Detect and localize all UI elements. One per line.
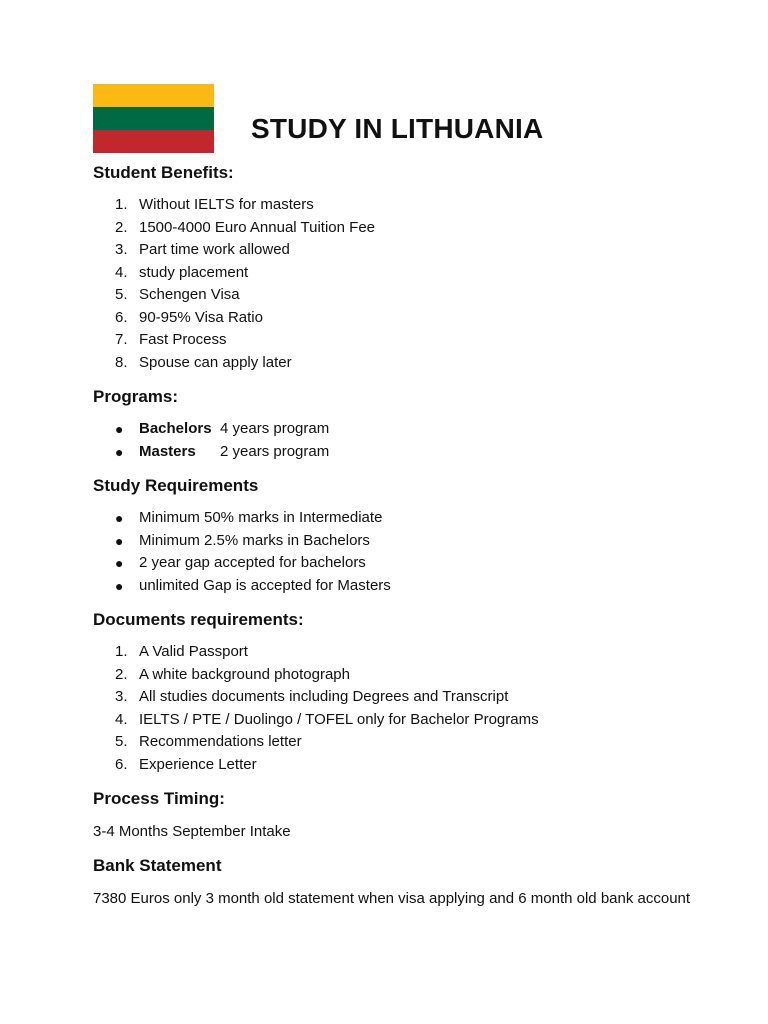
list-item: ● Minimum 2.5% marks in Bachelors [93,530,713,553]
bank-statement-text: 7380 Euros only 3 month old statement when visa applying and 6 month old bank account [93,890,691,907]
list-item: 1. A Valid Passport [115,643,248,660]
list-item: ● unlimited Gap is accepted for Masters [93,575,713,598]
list-item: 1. Without IELTS for masters [115,196,314,213]
bullet-icon: ● [115,555,124,571]
bullet-icon: ● [115,577,124,594]
list-item: 5. Recommendations letter [115,733,302,750]
document-title: STUDY IN LITHUANIA [251,113,544,144]
benefits-heading: Student Benefits: [93,163,234,182]
documents-list [93,641,713,776]
bullet-icon: ● [115,510,124,526]
bank-statement-heading: Bank Statement [93,856,222,875]
process-timing-text: 3-4 Months September Intake [93,823,291,840]
list-item: 7. Fast Process [115,331,227,348]
process-timing-heading: Process Timing: [93,789,225,808]
list-item: ● Masters 2 years program [93,441,713,464]
list-item: ● 2 year gap accepted for bachelors [93,552,713,575]
programs-list [93,418,713,463]
list-item: 4. study placement [115,263,249,281]
bullet-icon: ● [115,532,124,549]
list-item: 6. Experience Letter [115,755,257,773]
programs-heading: Programs: [93,387,179,406]
benefits-list [93,194,713,374]
list-item: 8. Spouse can apply later [115,353,292,371]
flag-stripe-green [93,107,214,130]
list-item: 2. A white background photograph [115,665,350,683]
list-item: 2. 1500-4000 Euro Annual Tuition Fee [115,218,376,236]
lithuania-flag [93,84,214,153]
list-item: 3. All studies documents including Degrees and Transcript [115,688,509,705]
flag-stripe-red [93,130,214,153]
list-item: ● Minimum 50% marks in Intermediate [93,507,713,530]
list-item: 6. 90-95% Visa Ratio [115,308,263,326]
study-requirements-list [93,507,713,597]
bullet-icon: ● [115,421,124,437]
flag-stripe-yellow [93,84,214,107]
study-requirements-heading: Study Requirements [93,476,259,495]
list-item: ● Bachelors 4 years program [93,418,713,441]
document-body [93,160,713,910]
documents-heading: Documents requirements: [93,610,304,629]
list-item: 4. IELTS / PTE / Duolingo / TOFEL only for Bachelor Programs [115,710,539,728]
list-item: 3. Part time work allowed [115,241,290,258]
bullet-icon: ● [115,443,124,460]
list-item: 5. Schengen Visa [115,286,240,303]
